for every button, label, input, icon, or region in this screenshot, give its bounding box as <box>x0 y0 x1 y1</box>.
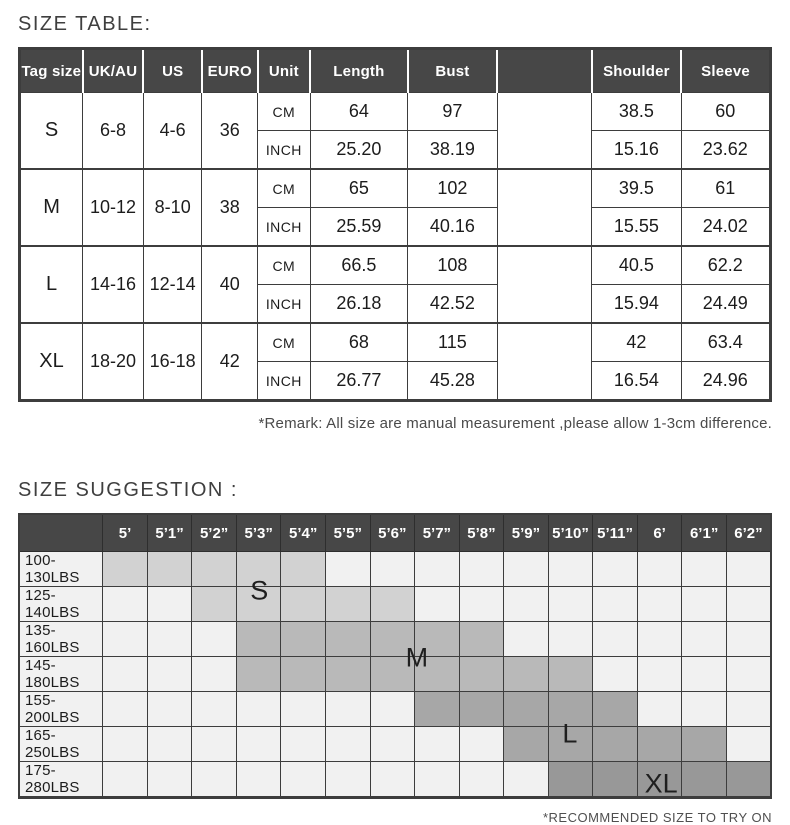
height-header: 5’5” <box>326 514 371 552</box>
zone-cell-l <box>682 727 727 762</box>
zone-letter-l: L <box>562 718 578 749</box>
tag-size-cell: S <box>20 93 83 170</box>
height-header: 5’7” <box>415 514 460 552</box>
weight-label: 125-140LBS <box>19 587 103 622</box>
zone-cell-empty <box>504 762 549 798</box>
sleeve-cm-cell: 63.4 <box>681 323 770 362</box>
weight-label: 135-160LBS <box>19 622 103 657</box>
zone-cell-m <box>236 622 281 657</box>
zone-cell-empty <box>593 622 638 657</box>
weight-row <box>19 657 771 692</box>
zone-cell-empty <box>147 692 192 727</box>
zone-cell-empty <box>593 657 638 692</box>
zone-cell-empty <box>103 622 148 657</box>
zone-cell-empty <box>192 657 237 692</box>
zone-cell-empty <box>370 692 415 727</box>
zone-cell-m <box>459 622 504 657</box>
zone-cell-empty <box>548 622 593 657</box>
zone-cell-empty <box>370 552 415 587</box>
height-header: 5’6” <box>370 514 415 552</box>
bust-inch-cell: 45.28 <box>408 362 497 401</box>
height-header: 5’1” <box>147 514 192 552</box>
shoulder-cm-cell: 40.5 <box>592 246 681 285</box>
unit-inch-cell: INCH <box>258 131 311 170</box>
blank-cell <box>497 246 592 323</box>
zone-cell-empty <box>281 762 326 798</box>
zone-cell-empty <box>726 657 771 692</box>
zone-cell-empty <box>103 657 148 692</box>
zone-cell-empty <box>415 587 460 622</box>
weight-row <box>19 552 771 587</box>
size-row-m-cm <box>20 169 771 208</box>
zone-cell-empty <box>103 727 148 762</box>
length-cm-cell: 68 <box>310 323 408 362</box>
euro-cell: 36 <box>202 93 258 170</box>
length-inch-cell: 26.18 <box>310 285 408 324</box>
zone-cell-empty <box>459 727 504 762</box>
zone-cell-empty <box>326 692 371 727</box>
zone-cell-s <box>370 587 415 622</box>
height-header: 6’ <box>637 514 682 552</box>
bust-inch-cell: 42.52 <box>408 285 497 324</box>
weight-row <box>19 622 771 657</box>
weight-label: 145-180LBS <box>19 657 103 692</box>
zone-cell-empty <box>637 552 682 587</box>
zone-cell-s <box>326 587 371 622</box>
blank-cell <box>497 323 592 401</box>
zone-cell-empty <box>370 762 415 798</box>
zone-cell-s <box>281 552 326 587</box>
zone-cell-s <box>192 552 237 587</box>
header-blank <box>497 49 592 93</box>
tag-size-cell: XL <box>20 323 83 401</box>
zone-cell-empty <box>236 762 281 798</box>
bust-cm-cell: 97 <box>408 93 497 131</box>
zone-cell-empty <box>281 692 326 727</box>
shoulder-inch-cell: 15.94 <box>592 285 681 324</box>
zone-cell-empty <box>147 657 192 692</box>
height-header: 5’11” <box>593 514 638 552</box>
zone-cell-empty <box>326 762 371 798</box>
size-suggestion-table <box>18 513 772 799</box>
uk-au-cell: 10-12 <box>83 169 144 246</box>
shoulder-cm-cell: 42 <box>592 323 681 362</box>
header-unit: Unit <box>258 49 311 93</box>
header-us: US <box>143 49 202 93</box>
shoulder-cm-cell: 39.5 <box>592 169 681 208</box>
zone-cell-empty <box>147 762 192 798</box>
weight-label: 155-200LBS <box>19 692 103 727</box>
zone-cell-empty <box>726 587 771 622</box>
zone-cell-m <box>459 657 504 692</box>
zone-cell-empty <box>504 587 549 622</box>
zone-cell-empty <box>593 552 638 587</box>
height-header: 5’9” <box>504 514 549 552</box>
length-cm-cell: 64 <box>310 93 408 131</box>
unit-cm-cell: CM <box>258 169 311 208</box>
shoulder-inch-cell: 16.54 <box>592 362 681 401</box>
zone-cell-empty <box>415 762 460 798</box>
sleeve-cm-cell: 61 <box>681 169 770 208</box>
zone-cell-empty <box>682 552 727 587</box>
zone-cell-empty <box>637 657 682 692</box>
zone-cell-empty <box>147 622 192 657</box>
zone-cell-xl <box>726 762 771 798</box>
zone-cell-empty <box>103 692 148 727</box>
height-header-row <box>19 514 771 552</box>
header-length: Length <box>310 49 408 93</box>
sleeve-inch-cell: 24.02 <box>681 208 770 247</box>
bust-cm-cell: 102 <box>408 169 497 208</box>
header-bust: Bust <box>408 49 497 93</box>
us-cell: 8-10 <box>143 169 202 246</box>
weight-label: 165-250LBS <box>19 727 103 762</box>
header-euro: EURO <box>202 49 258 93</box>
zone-cell-empty <box>459 762 504 798</box>
length-cm-cell: 66.5 <box>310 246 408 285</box>
unit-cm-cell: CM <box>258 323 311 362</box>
zone-cell-empty <box>459 552 504 587</box>
zone-cell-m <box>504 657 549 692</box>
zone-cell-empty <box>147 727 192 762</box>
zone-cell-empty <box>415 727 460 762</box>
uk-au-cell: 14-16 <box>83 246 144 323</box>
length-cm-cell: 65 <box>310 169 408 208</box>
zone-cell-empty <box>682 657 727 692</box>
size-table <box>18 47 772 402</box>
zone-cell-empty <box>682 587 727 622</box>
zone-cell-empty <box>326 552 371 587</box>
zone-cell-l <box>637 727 682 762</box>
height-header: 5’3” <box>236 514 281 552</box>
us-cell: 12-14 <box>143 246 202 323</box>
height-header: 5’10” <box>548 514 593 552</box>
zone-cell-m <box>281 657 326 692</box>
zone-cell-l <box>504 727 549 762</box>
zone-cell-empty <box>593 587 638 622</box>
unit-inch-cell: INCH <box>258 362 311 401</box>
weight-label: 100-130LBS <box>19 552 103 587</box>
zone-cell-m <box>326 657 371 692</box>
zone-cell-empty <box>459 587 504 622</box>
zone-letter-s: S <box>250 575 269 606</box>
bust-inch-cell: 38.19 <box>408 131 497 170</box>
zone-cell-empty <box>548 552 593 587</box>
zone-cell-empty <box>236 692 281 727</box>
zone-cell-empty <box>726 692 771 727</box>
height-header: 6’1” <box>682 514 727 552</box>
size-suggestion-title: SIZE SUGGESTION : <box>18 479 238 501</box>
size-suggestion-grid <box>18 513 772 799</box>
weight-row <box>19 727 771 762</box>
zone-cell-m <box>281 622 326 657</box>
zone-cell-l <box>593 692 638 727</box>
zone-cell-empty <box>192 692 237 727</box>
length-inch-cell: 26.77 <box>310 362 408 401</box>
zone-cell-xl <box>593 762 638 798</box>
us-cell: 16-18 <box>143 323 202 401</box>
tag-size-cell: L <box>20 246 83 323</box>
height-header: 5’ <box>103 514 148 552</box>
zone-cell-xl <box>682 762 727 798</box>
bust-cm-cell: 108 <box>408 246 497 285</box>
zone-cell-empty <box>147 587 192 622</box>
zone-cell-empty <box>415 552 460 587</box>
header-shoulder: Shoulder <box>592 49 681 93</box>
zone-cell-empty <box>682 622 727 657</box>
zone-cell-empty <box>726 622 771 657</box>
zone-cell-empty <box>726 727 771 762</box>
zone-cell-l <box>415 692 460 727</box>
height-header: 5’4” <box>281 514 326 552</box>
zone-cell-empty <box>326 727 371 762</box>
euro-cell: 40 <box>202 246 258 323</box>
zone-cell-empty <box>726 552 771 587</box>
sleeve-cm-cell: 62.2 <box>681 246 770 285</box>
zone-cell-empty <box>192 622 237 657</box>
zone-cell-empty <box>370 727 415 762</box>
zone-cell-empty <box>281 727 326 762</box>
sleeve-inch-cell: 23.62 <box>681 131 770 170</box>
size-row-xl-cm <box>20 323 771 362</box>
zone-cell-empty <box>682 692 727 727</box>
sleeve-inch-cell: 24.49 <box>681 285 770 324</box>
zone-letter-m: M <box>405 642 429 673</box>
length-inch-cell: 25.20 <box>310 131 408 170</box>
sleeve-cm-cell: 60 <box>681 93 770 131</box>
size-row-s-cm <box>20 93 771 131</box>
header-sleeve: Sleeve <box>681 49 770 93</box>
uk-au-cell: 18-20 <box>83 323 144 401</box>
sleeve-inch-cell: 24.96 <box>681 362 770 401</box>
bust-cm-cell: 115 <box>408 323 497 362</box>
zone-cell-m <box>548 657 593 692</box>
euro-cell: 38 <box>202 169 258 246</box>
zone-cell-empty <box>103 587 148 622</box>
zone-cell-m <box>236 657 281 692</box>
blank-cell <box>497 169 592 246</box>
zone-cell-s <box>192 587 237 622</box>
zone-cell-s <box>103 552 148 587</box>
length-inch-cell: 25.59 <box>310 208 408 247</box>
tag-size-cell: M <box>20 169 83 246</box>
size-table-header-row <box>20 49 771 93</box>
remark-text: *Remark: All size are manual measurement ,please allow 1-3cm difference. <box>258 415 772 432</box>
corner-cell <box>19 514 103 552</box>
zone-cell-empty <box>504 552 549 587</box>
zone-letter-xl: XL <box>644 768 678 799</box>
unit-cm-cell: CM <box>258 246 311 285</box>
zone-cell-empty <box>236 727 281 762</box>
zone-cell-empty <box>637 622 682 657</box>
shoulder-cm-cell: 38.5 <box>592 93 681 131</box>
zone-cell-xl <box>548 762 593 798</box>
bust-inch-cell: 40.16 <box>408 208 497 247</box>
header-tag-size: Tag size <box>20 49 83 93</box>
zone-cell-s <box>147 552 192 587</box>
footnote-text: *RECOMMENDED SIZE TO TRY ON <box>542 810 772 825</box>
zone-cell-l <box>459 692 504 727</box>
shoulder-inch-cell: 15.16 <box>592 131 681 170</box>
zone-cell-empty <box>637 587 682 622</box>
unit-inch-cell: INCH <box>258 285 311 324</box>
unit-inch-cell: INCH <box>258 208 311 247</box>
zone-cell-empty <box>548 587 593 622</box>
height-header: 5’8” <box>459 514 504 552</box>
unit-cm-cell: CM <box>258 93 311 131</box>
height-header: 5’2” <box>192 514 237 552</box>
zone-cell-empty <box>504 622 549 657</box>
zone-cell-m <box>326 622 371 657</box>
header-uk-au: UK/AU <box>83 49 144 93</box>
weight-row <box>19 692 771 727</box>
zone-cell-empty <box>192 762 237 798</box>
zone-cell-empty <box>103 762 148 798</box>
weight-label: 175-280LBS <box>19 762 103 798</box>
zone-cell-s <box>281 587 326 622</box>
shoulder-inch-cell: 15.55 <box>592 208 681 247</box>
size-table-title: SIZE TABLE: <box>18 13 152 35</box>
us-cell: 4-6 <box>143 93 202 170</box>
zone-cell-l <box>504 692 549 727</box>
zone-cell-l <box>593 727 638 762</box>
blank-cell <box>497 93 592 170</box>
zone-cell-empty <box>192 727 237 762</box>
zone-cell-empty <box>637 692 682 727</box>
uk-au-cell: 6-8 <box>83 93 144 170</box>
weight-row <box>19 587 771 622</box>
size-row-l-cm <box>20 246 771 285</box>
height-header: 6’2” <box>726 514 771 552</box>
euro-cell: 42 <box>202 323 258 401</box>
